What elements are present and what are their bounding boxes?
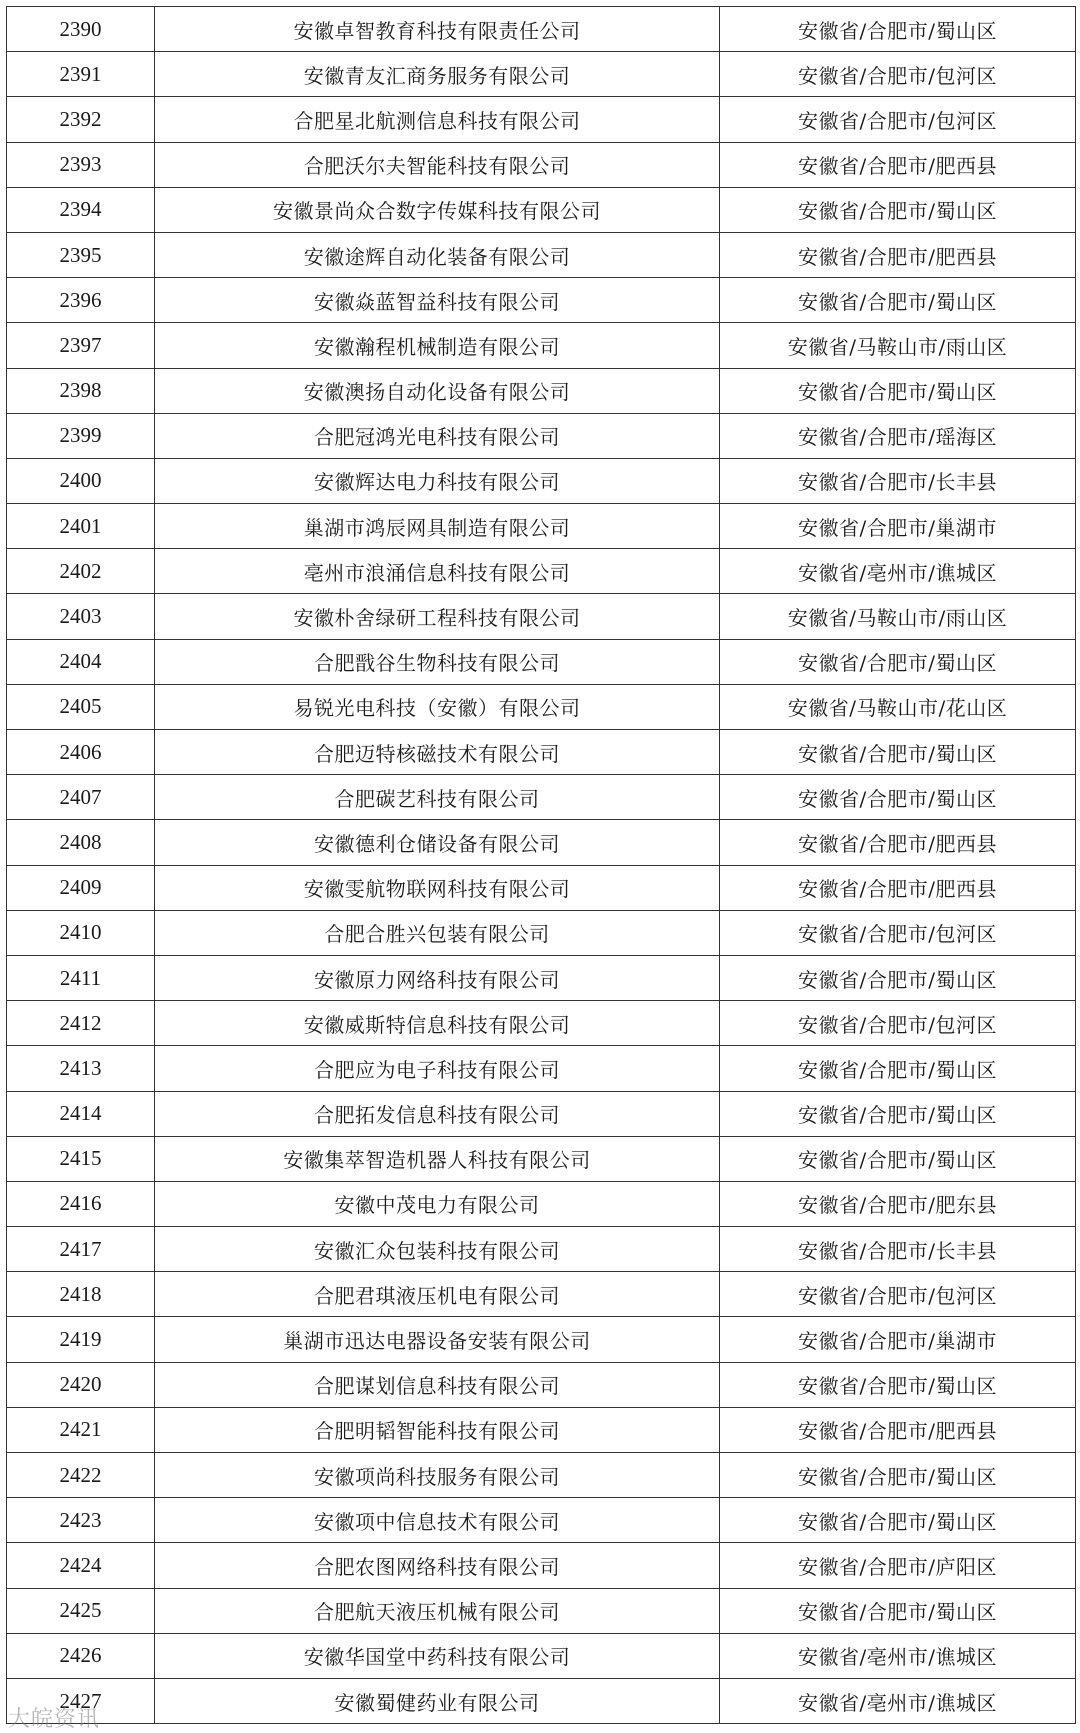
row-number-cell: 2415 bbox=[7, 1136, 155, 1181]
row-number-cell: 2393 bbox=[7, 142, 155, 187]
table-row bbox=[7, 1091, 1076, 1136]
company-name-cell: 亳州市浪涌信息科技有限公司 bbox=[155, 549, 720, 594]
company-name-cell: 安徽焱蓝智益科技有限公司 bbox=[155, 278, 720, 323]
company-name-cell: 合肥君琪液压机电有限公司 bbox=[155, 1272, 720, 1317]
company-name-cell: 巢湖市迅达电器设备安装有限公司 bbox=[155, 1317, 720, 1362]
location-cell: 安徽省/合肥市/长丰县 bbox=[720, 458, 1076, 503]
row-number-cell: 2414 bbox=[7, 1091, 155, 1136]
table-row bbox=[7, 278, 1076, 323]
location-cell: 安徽省/合肥市/蜀山区 bbox=[720, 1046, 1076, 1091]
table-row bbox=[7, 142, 1076, 187]
row-number-cell: 2402 bbox=[7, 549, 155, 594]
location-cell: 安徽省/合肥市/蜀山区 bbox=[720, 775, 1076, 820]
row-number-cell: 2409 bbox=[7, 865, 155, 910]
location-cell: 安徽省/合肥市/肥西县 bbox=[720, 820, 1076, 865]
location-cell: 安徽省/马鞍山市/雨山区 bbox=[720, 594, 1076, 639]
table-row bbox=[7, 820, 1076, 865]
company-name-cell: 合肥应为电子科技有限公司 bbox=[155, 1046, 720, 1091]
row-number-cell: 2412 bbox=[7, 1001, 155, 1046]
company-name-cell: 安徽威斯特信息科技有限公司 bbox=[155, 1001, 720, 1046]
row-number-cell: 2419 bbox=[7, 1317, 155, 1362]
company-name-cell: 合肥拓发信息科技有限公司 bbox=[155, 1091, 720, 1136]
row-number-cell: 2397 bbox=[7, 323, 155, 368]
location-cell: 安徽省/合肥市/蜀山区 bbox=[720, 1091, 1076, 1136]
row-number-cell: 2401 bbox=[7, 504, 155, 549]
row-number-cell: 2394 bbox=[7, 187, 155, 232]
company-name-cell: 安徽原力网络科技有限公司 bbox=[155, 955, 720, 1000]
table-row bbox=[7, 955, 1076, 1000]
location-cell: 安徽省/合肥市/蜀山区 bbox=[720, 187, 1076, 232]
location-cell: 安徽省/合肥市/蜀山区 bbox=[720, 955, 1076, 1000]
row-number-cell: 2424 bbox=[7, 1543, 155, 1588]
location-cell: 安徽省/合肥市/蜀山区 bbox=[720, 278, 1076, 323]
company-name-cell: 安徽集萃智造机器人科技有限公司 bbox=[155, 1136, 720, 1181]
table-row bbox=[7, 1588, 1076, 1633]
company-name-cell: 合肥航天液压机械有限公司 bbox=[155, 1588, 720, 1633]
company-name-cell: 安徽德利仓储设备有限公司 bbox=[155, 820, 720, 865]
table-row bbox=[7, 1453, 1076, 1498]
table-row bbox=[7, 775, 1076, 820]
table-row bbox=[7, 1181, 1076, 1226]
table-row bbox=[7, 1001, 1076, 1046]
company-name-cell: 安徽项尚科技服务有限公司 bbox=[155, 1453, 720, 1498]
location-cell: 安徽省/合肥市/蜀山区 bbox=[720, 1362, 1076, 1407]
company-name-cell: 合肥农图网络科技有限公司 bbox=[155, 1543, 720, 1588]
row-number-cell: 2417 bbox=[7, 1227, 155, 1272]
table-row bbox=[7, 1227, 1076, 1272]
row-number-cell: 2410 bbox=[7, 910, 155, 955]
table-row bbox=[7, 1272, 1076, 1317]
location-cell: 安徽省/马鞍山市/雨山区 bbox=[720, 323, 1076, 368]
row-number-cell: 2399 bbox=[7, 413, 155, 458]
table-row bbox=[7, 1543, 1076, 1588]
company-name-cell: 安徽景尚众合数字传媒科技有限公司 bbox=[155, 187, 720, 232]
location-cell: 安徽省/合肥市/包河区 bbox=[720, 1001, 1076, 1046]
table-row bbox=[7, 1678, 1076, 1723]
table-row bbox=[7, 1046, 1076, 1091]
location-cell: 安徽省/合肥市/肥西县 bbox=[720, 142, 1076, 187]
table-row bbox=[7, 187, 1076, 232]
location-cell: 安徽省/合肥市/蜀山区 bbox=[720, 730, 1076, 775]
source-watermark: 大皖资讯 bbox=[8, 1707, 101, 1732]
row-number-cell: 2421 bbox=[7, 1407, 155, 1452]
location-cell: 安徽省/合肥市/蜀山区 bbox=[720, 368, 1076, 413]
row-number-cell: 2395 bbox=[7, 232, 155, 277]
location-cell: 安徽省/合肥市/长丰县 bbox=[720, 1227, 1076, 1272]
location-cell: 安徽省/合肥市/瑶海区 bbox=[720, 413, 1076, 458]
location-cell: 安徽省/合肥市/蜀山区 bbox=[720, 7, 1076, 52]
company-list-table bbox=[6, 6, 1076, 1724]
company-name-cell: 安徽卓智教育科技有限责任公司 bbox=[155, 7, 720, 52]
row-number-cell: 2423 bbox=[7, 1498, 155, 1543]
company-name-cell: 合肥明韬智能科技有限公司 bbox=[155, 1407, 720, 1452]
table-row bbox=[7, 97, 1076, 142]
company-name-cell: 合肥谋划信息科技有限公司 bbox=[155, 1362, 720, 1407]
location-cell: 安徽省/亳州市/谯城区 bbox=[720, 1678, 1076, 1723]
row-number-cell: 2398 bbox=[7, 368, 155, 413]
company-name-cell: 安徽雯航物联网科技有限公司 bbox=[155, 865, 720, 910]
company-name-cell: 合肥星北航测信息科技有限公司 bbox=[155, 97, 720, 142]
table-row bbox=[7, 594, 1076, 639]
company-name-cell: 合肥沃尔夫智能科技有限公司 bbox=[155, 142, 720, 187]
table-row bbox=[7, 413, 1076, 458]
location-cell: 安徽省/合肥市/包河区 bbox=[720, 910, 1076, 955]
row-number-cell: 2427 bbox=[7, 1678, 155, 1723]
company-name-cell: 安徽蜀健药业有限公司 bbox=[155, 1678, 720, 1723]
location-cell: 安徽省/合肥市/蜀山区 bbox=[720, 1498, 1076, 1543]
company-name-cell: 合肥碳艺科技有限公司 bbox=[155, 775, 720, 820]
row-number-cell: 2390 bbox=[7, 7, 155, 52]
location-cell: 安徽省/合肥市/蜀山区 bbox=[720, 1588, 1076, 1633]
location-cell: 安徽省/合肥市/庐阳区 bbox=[720, 1543, 1076, 1588]
row-number-cell: 2425 bbox=[7, 1588, 155, 1633]
company-name-cell: 安徽项中信息技术有限公司 bbox=[155, 1498, 720, 1543]
row-number-cell: 2408 bbox=[7, 820, 155, 865]
table-row bbox=[7, 1407, 1076, 1452]
table-row bbox=[7, 232, 1076, 277]
table-row bbox=[7, 368, 1076, 413]
company-name-cell: 安徽途辉自动化装备有限公司 bbox=[155, 232, 720, 277]
table-row bbox=[7, 458, 1076, 503]
table-row bbox=[7, 1136, 1076, 1181]
row-number-cell: 2420 bbox=[7, 1362, 155, 1407]
table-row bbox=[7, 865, 1076, 910]
table-row bbox=[7, 52, 1076, 97]
table-row bbox=[7, 684, 1076, 729]
table-body bbox=[7, 7, 1076, 1724]
company-name-cell: 合肥冠鸿光电科技有限公司 bbox=[155, 413, 720, 458]
table-row bbox=[7, 1317, 1076, 1362]
company-name-cell: 安徽辉达电力科技有限公司 bbox=[155, 458, 720, 503]
table-row bbox=[7, 504, 1076, 549]
location-cell: 安徽省/马鞍山市/花山区 bbox=[720, 684, 1076, 729]
location-cell: 安徽省/合肥市/肥东县 bbox=[720, 1181, 1076, 1226]
company-name-cell: 安徽汇众包装科技有限公司 bbox=[155, 1227, 720, 1272]
row-number-cell: 2416 bbox=[7, 1181, 155, 1226]
location-cell: 安徽省/合肥市/蜀山区 bbox=[720, 1136, 1076, 1181]
company-name-cell: 安徽华国堂中药科技有限公司 bbox=[155, 1633, 720, 1678]
table-row bbox=[7, 549, 1076, 594]
location-cell: 安徽省/合肥市/包河区 bbox=[720, 52, 1076, 97]
row-number-cell: 2403 bbox=[7, 594, 155, 639]
location-cell: 安徽省/合肥市/肥西县 bbox=[720, 865, 1076, 910]
company-name-cell: 安徽澳扬自动化设备有限公司 bbox=[155, 368, 720, 413]
row-number-cell: 2400 bbox=[7, 458, 155, 503]
location-cell: 安徽省/合肥市/巢湖市 bbox=[720, 1317, 1076, 1362]
row-number-cell: 2404 bbox=[7, 639, 155, 684]
location-cell: 安徽省/亳州市/谯城区 bbox=[720, 549, 1076, 594]
company-name-cell: 巢湖市鸿辰网具制造有限公司 bbox=[155, 504, 720, 549]
table-row bbox=[7, 1362, 1076, 1407]
location-cell: 安徽省/合肥市/巢湖市 bbox=[720, 504, 1076, 549]
location-cell: 安徽省/合肥市/肥西县 bbox=[720, 232, 1076, 277]
row-number-cell: 2392 bbox=[7, 97, 155, 142]
company-name-cell: 合肥戬谷生物科技有限公司 bbox=[155, 639, 720, 684]
row-number-cell: 2413 bbox=[7, 1046, 155, 1091]
row-number-cell: 2396 bbox=[7, 278, 155, 323]
table-row bbox=[7, 910, 1076, 955]
company-name-cell: 易锐光电科技（安徽）有限公司 bbox=[155, 684, 720, 729]
location-cell: 安徽省/合肥市/肥西县 bbox=[720, 1407, 1076, 1452]
table-row bbox=[7, 323, 1076, 368]
row-number-cell: 2407 bbox=[7, 775, 155, 820]
location-cell: 安徽省/合肥市/包河区 bbox=[720, 1272, 1076, 1317]
row-number-cell: 2405 bbox=[7, 684, 155, 729]
company-name-cell: 合肥合胜兴包装有限公司 bbox=[155, 910, 720, 955]
location-cell: 安徽省/合肥市/包河区 bbox=[720, 97, 1076, 142]
row-number-cell: 2406 bbox=[7, 730, 155, 775]
table-row bbox=[7, 639, 1076, 684]
company-name-cell: 安徽瀚程机械制造有限公司 bbox=[155, 323, 720, 368]
location-cell: 安徽省/合肥市/蜀山区 bbox=[720, 1453, 1076, 1498]
table-row bbox=[7, 1498, 1076, 1543]
table-row bbox=[7, 7, 1076, 52]
company-name-cell: 安徽中茂电力有限公司 bbox=[155, 1181, 720, 1226]
row-number-cell: 2422 bbox=[7, 1453, 155, 1498]
table-row bbox=[7, 730, 1076, 775]
row-number-cell: 2411 bbox=[7, 955, 155, 1000]
location-cell: 安徽省/亳州市/谯城区 bbox=[720, 1633, 1076, 1678]
row-number-cell: 2426 bbox=[7, 1633, 155, 1678]
company-name-cell: 安徽青友汇商务服务有限公司 bbox=[155, 52, 720, 97]
company-name-cell: 安徽朴舍绿研工程科技有限公司 bbox=[155, 594, 720, 639]
location-cell: 安徽省/合肥市/蜀山区 bbox=[720, 639, 1076, 684]
row-number-cell: 2418 bbox=[7, 1272, 155, 1317]
company-name-cell: 合肥迈特核磁技术有限公司 bbox=[155, 730, 720, 775]
table-row bbox=[7, 1633, 1076, 1678]
row-number-cell: 2391 bbox=[7, 52, 155, 97]
